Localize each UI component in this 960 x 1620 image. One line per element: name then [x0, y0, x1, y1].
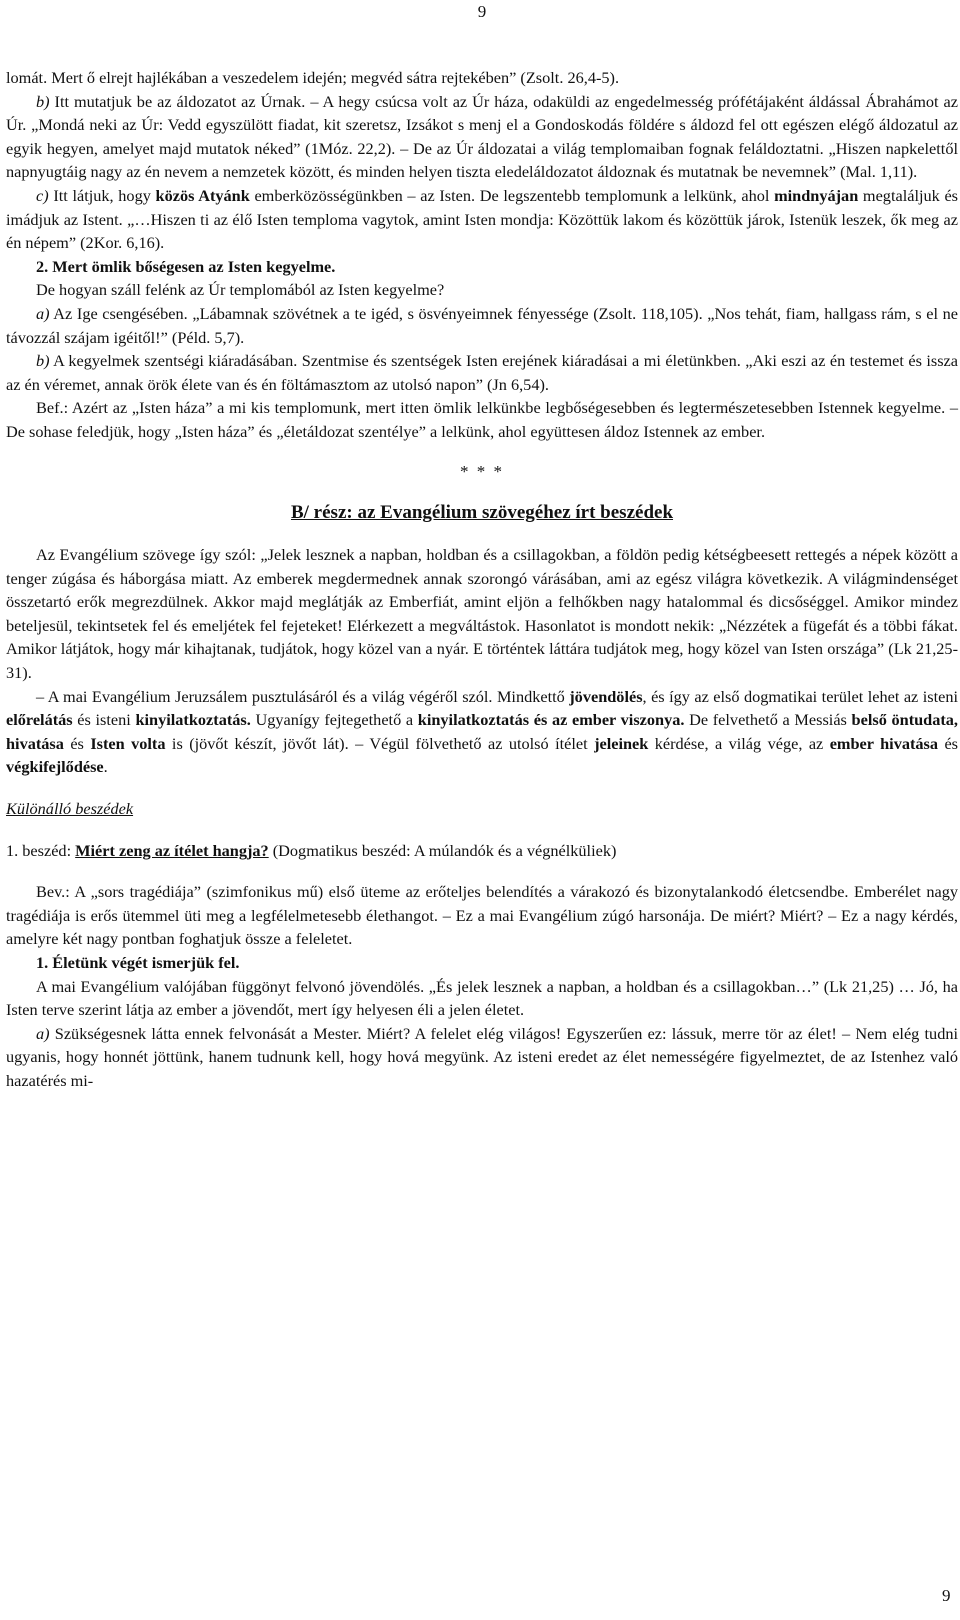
emphasis: belső öntudata, hivatása	[6, 710, 958, 753]
paragraph: Az Evangélium szövege így szól: „Jelek lesznek a napban, holdban és a csillagokban, a földön pedig kétségbeesett rettegés a népek között a tenger zúgása és háborgása miatt. Az emberek megdermednek annak szorongó várásában, ami az egész világra következik. A világmindenséget összetartó erők megrezdülnek. Akkor majd meglátják az Emberfiát, amint eljön a felhőkben nagy hatalommal és dicsőséggel. Amikor mindez beteljesül, tekintsetek fel és emeljétek fel fejeteket! Elérkezett a megváltástok. Hasonlatot is mondott nekik: „Nézzétek a fügefát és a többi fákat. Amikor látjátok, hogy már kihajtanak, tudjátok, hogy közel van a nyár. E történtek láttára tudjátok meg, hogy közel van Isten országa” (Lk 21,25-31).	[6, 545, 958, 683]
sermon-title: Miért zeng az ítélet hangja?	[75, 840, 269, 860]
paragraph: A mai Evangélium valójában függönyt felvonó jövendölés. „És jelek lesznek a napban, a holdban és a csillagokban…” (Lk 21,25) … Jó, ha Isten terve szerint látja az ember a jövendőt, mert így helyesen éli a jelen életet.	[6, 976, 958, 1020]
emphasis: közös Atyánk	[155, 185, 250, 205]
paragraph: lomát. Mert ő elrejt hajlékában a veszedelem idején; megvéd sátra rejtekében” (Zsolt. 26,4-5).	[6, 68, 620, 87]
subsection-heading: Különálló beszédek	[6, 799, 134, 819]
paragraph-text: A kegyelmek szentségi kiáradásában. Szentmise és szentségek Isten erejének kiáradásai a mi életünkben. „Aki eszi az én testemet és issza az én véremet, annak örök élete van és én föltámasztom az utolsó napon” (Jn 6,54).	[6, 351, 958, 394]
paragraph-text: és isteni	[72, 710, 136, 730]
paragraph-text: kérdése, a világ vége, az	[648, 733, 830, 753]
emphasis: jeleinek	[594, 733, 649, 753]
paragraph-text: De felvethető a Messiás	[684, 710, 852, 730]
subheading: 2. Mert ömlik bőségesen az Isten kegyelme.	[36, 256, 336, 276]
paragraph: De hogyan száll felénk az Úr templomából az Isten kegyelme?	[36, 280, 445, 300]
sermon-title-line	[6, 839, 958, 863]
item-marker: b)	[36, 91, 50, 111]
section-heading: B/ rész: az Evangélium szövegéhez írt beszédek	[290, 502, 674, 524]
page-number-bottom: 9	[942, 1586, 951, 1605]
paragraph	[6, 184, 958, 255]
paragraph-text: Itt látjuk, hogy	[48, 185, 156, 205]
paragraph-text: megtaláljuk és imádjuk az Istent. „…Hiszen ti az élő Isten temploma vagytok, amint Isten mondja: Közöttük lakom és közöttük járok, Istenük leszek, ők meg az én népem” (2Kor. 6,16).	[6, 185, 959, 253]
item-marker: a)	[36, 1023, 50, 1043]
emphasis: ember hivatása	[829, 733, 939, 753]
paragraph	[6, 90, 958, 184]
sermon-subtitle: (Dogmatikus beszéd: A múlandók és a végnélküliek)	[268, 840, 617, 860]
emphasis: előrelátás	[6, 710, 73, 730]
section-separator: * * *	[460, 461, 504, 481]
paragraph	[6, 302, 958, 349]
spacer	[6, 525, 958, 543]
paragraph	[6, 349, 958, 396]
paragraph	[6, 685, 958, 779]
emphasis: kinyilatkoztatás.	[135, 710, 251, 730]
paragraph-text: is (jövőt készít, jövőt lát). – Végül fölvethető az utolsó ítélet	[165, 733, 595, 753]
spacer	[6, 862, 958, 880]
subheading: 1. Életünk végét ismerjük fel.	[36, 953, 240, 972]
emphasis: kinyilatkoztatás és az ember viszonya.	[417, 710, 685, 730]
page-body	[6, 66, 958, 1093]
emphasis: végkifejlődése	[6, 757, 104, 777]
paragraph-text: Szükségesnek látta ennek felvonását a Mester. Miért? A felelet elég világos! Egyszerűen ez: lássuk, merre tör az élet! – Nem elég tudni ugyanis, hogy honnét jöttünk, hanem tudnunk kell, hogy hová megyünk. Az isteni eredet az élet nemességére figyelmeztet, de az Istenhez való hazatérés mi-	[6, 1023, 958, 1090]
paragraph	[6, 1022, 958, 1093]
sermon-number: 1. beszéd:	[6, 840, 76, 860]
paragraph-text: Ugyanígy fejtegethető a	[250, 710, 418, 730]
item-marker: b)	[36, 351, 50, 371]
emphasis: mindnyájan	[774, 185, 859, 205]
paragraph-text: Az Ige csengésében. „Lábamnak szövétnek a te igéd, s ösvényeimnek fényessége (Zsolt. 118,105). „Nos tehát, fiam, hallgass rám, s el ne távozzál szájam igéitől!” (Péld. 5,7).	[6, 303, 958, 347]
emphasis: Isten volta	[90, 733, 166, 753]
paragraph-text: – A mai Evangélium Jeruzsálem pusztulásáról és a világ végéről szól. Mindkettő	[36, 686, 570, 706]
paragraph: Bef.: Azért az „Isten háza” a mi kis templomunk, mert itten ömlik lelkünkbe legbőségesebben és legtermészetesebben Istennek kegyelme. – De sohase feledjük, hogy „Isten háza” és „életáldozat szentélye” a lelkünk, ahol együttesen áldoz Istennek az ember.	[6, 398, 958, 441]
paragraph-text: emberközösségünkben – az Isten. De legszentebb templomunk a lelkünk, ahol	[249, 185, 775, 205]
spacer	[6, 821, 958, 839]
paragraph-text: Itt mutatjuk be az áldozatot az Úrnak. – A hegy csúcsa volt az Úr háza, odaküldi az engedelmesség prófétájaként áldással Ábrahámot az Úr. „Mondá neki az Úr: Vedd egyszülött fiadat, kit szeretsz, Izsákot s menj el a Gondoskodás földére s áldozd fel ott egészen elégő áldozatul az egyik hegyen, amelyet majd mutatok néked” (1Móz. 22,2). – De az Úr áldozatai a világ templomaiban fognak feláldoztatni. „Hiszen napkelettől napnyugtáig nagy az én nevem a nemzetek között, és minden helyen tiszta eledeláldozatot áldoznak és mutatnak be nevemnek” (Mal. 1,11).	[6, 91, 958, 182]
page-number-top: 9	[477, 2, 487, 21]
paragraph-text: és	[938, 733, 959, 753]
emphasis: jövendölés	[569, 686, 643, 706]
paragraph: Bev.: A „sors tragédiája” (szimfonikus mű) első üteme az erőteljes belendítés a várakozó és bizonytalankodó életcsendbe. Emberélet nagy tragédiája is erős ütemmel üti meg a legfélelmetesebb élethangot. – Ez a mai Evangélium zúgó harsonája. De miért? Miért? – Ez a nagy kérdés, amelyre két nagy pontban foghatjuk össze a feleletet.	[6, 882, 958, 949]
paragraph-text: .	[103, 757, 108, 777]
item-marker: c)	[36, 185, 49, 205]
item-marker: a)	[36, 303, 50, 323]
paragraph-text: , és így az első dogmatikai terület lehet az isteni	[642, 686, 959, 706]
paragraph-text: és	[63, 733, 91, 753]
spacer	[6, 779, 958, 797]
